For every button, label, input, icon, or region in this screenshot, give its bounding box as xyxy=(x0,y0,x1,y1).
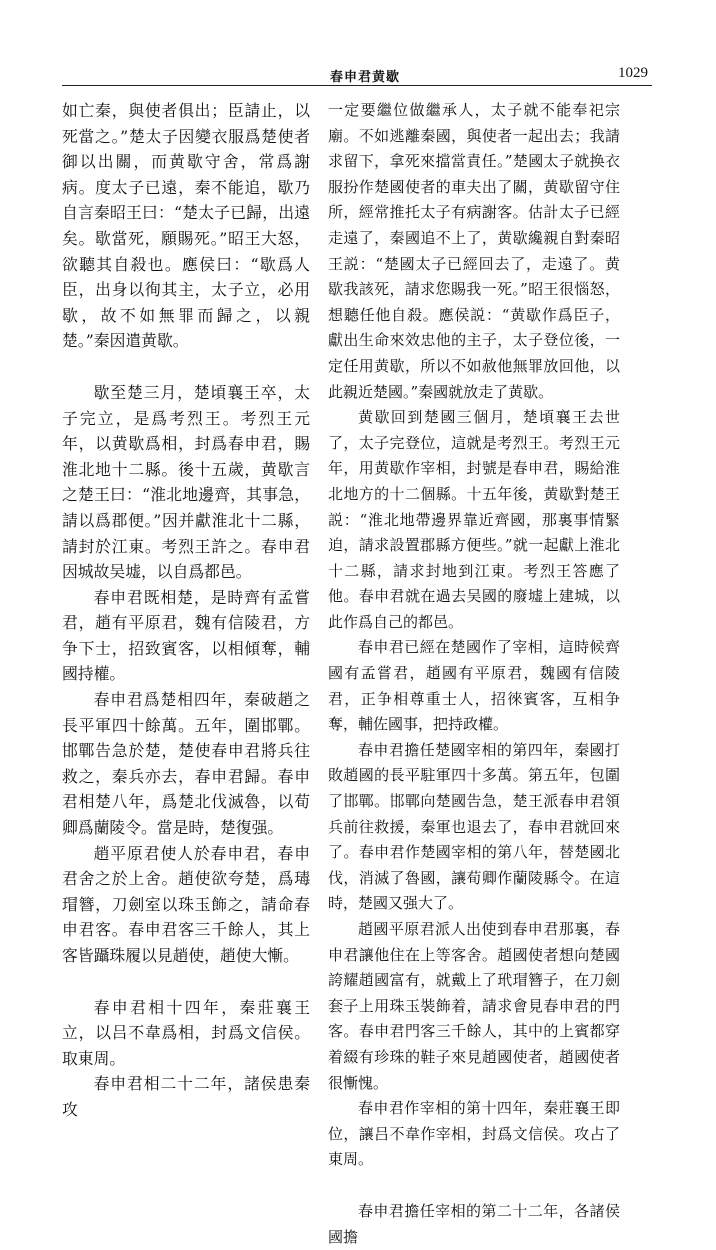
translation-paragraph-6: 春申君作宰相的第十四年，秦莊襄王即位，讓吕不韋作宰相，封爲文信侯。攻占了東周。 xyxy=(328,1099,620,1169)
running-title: 春申君黄歇 xyxy=(330,70,401,85)
page-header xyxy=(62,52,652,86)
translation-paragraph-1: 一定要繼位做繼承人，太子就不能奉祀宗廟。不如逃離秦國，與使者一起出去；我請求留下，拿死來擋當責任。”楚國太子就换衣服扮作楚國使者的車夫出了關，黄歇留守住所，經常推托太子有病謝客。估計太子已經走遠了，秦國追不上了，黄歇纔親自對秦昭王説：“楚國太子已經回去了，走遠了。黄歇我該死，請求您賜我一死。”昭王很惱怒，想聽任他自殺。應侯説：“黄歇作爲臣子，獻出生命來效忠他的主子，太子登位後，一定任用黄歇，所以不如赦他無罪放回他，以此親近楚國。”秦國就放走了黄歇。 xyxy=(328,101,620,401)
classical-paragraph-3: 春申君既相楚，是時齊有孟嘗君，趙有平原君，魏有信陵君，方争下士，招致賓客，以相傾奪，輔國持權。 xyxy=(62,587,310,684)
translation-paragraph-2: 黄歇回到楚國三個月，楚頃襄王去世了，太子完登位，這就是考烈王。考烈王元年，用黄歇作宰相，封號是春申君，賜給淮北地方的十二個縣。十五年後，黄歇對楚王説：“淮北地帶邊界靠近齊國，那裏事情緊迫，請求設置郡縣方便些。”就一起獻上淮北十二縣，請求封地到江東。考烈王答應了他。春申君就在過去吴國的廢墟上建城，以此作爲自己的都邑。 xyxy=(328,408,620,631)
classical-paragraph-2: 歇至楚三月，楚頃襄王卒，太子完立，是爲考烈王。考烈王元年，以黄歇爲相，封爲春申君，賜淮北地十二縣。後十五歲，黄歇言之楚王曰：“淮北地邊齊，其事急，請以爲郡便。”因并獻淮北十二縣，請封於江東。考烈王許之。春申君因城故吴墟，以自爲都邑。 xyxy=(62,382,310,582)
paragraph-gap xyxy=(62,969,310,995)
header-rule xyxy=(62,85,652,86)
translation-text-column xyxy=(328,98,620,1250)
paragraph-gap xyxy=(328,1173,620,1199)
translation-paragraph-7: 春申君擔任宰相的第二十二年，各諸侯國擔 xyxy=(328,1201,620,1246)
classical-paragraph-1: 如亡秦，與使者俱出；臣請止，以死當之。”楚太子因變衣服爲楚使者御以出關，而黄歇守舍，常爲謝病。度太子已遠，秦不能追，歇乃自言秦昭王曰：“楚太子已歸，出遠矣。歇當死，願賜死。”昭王大怒，欲聽其自殺也。應侯曰：“歇爲人臣，出身以徇其主，太子立，必用歇，故不如無罪而歸之，以親楚。”秦因遣黄歇。 xyxy=(62,101,310,351)
classical-paragraph-6: 春申君相十四年，秦莊襄王立，以吕不韋爲相，封爲文信侯。取東周。 xyxy=(62,997,310,1068)
translation-paragraph-4: 春申君擔任楚國宰相的第四年，秦國打敗趙國的長平駐軍四十多萬。第五年，包圍了邯鄲。邯鄲向楚國告急，楚王派春申君領兵前往救援，秦軍也退去了，春申君就回來了。春申君作楚國宰相的第八年，替楚國北伐，消滅了魯國，讓荀卿作蘭陵縣令。在這時，楚國又强大了。 xyxy=(328,740,620,913)
page-number: 1029 xyxy=(618,65,648,81)
translation-paragraph-3: 春申君已經在楚國作了宰相，這時候齊國有孟嘗君，趙國有平原君，魏國有信陵君，正争相尊重士人，招徠賓客，互相争奪，輔佐國事，把持政權。 xyxy=(328,638,620,734)
classical-paragraph-7: 春申君相二十二年，諸侯患秦攻 xyxy=(62,1074,310,1119)
translation-paragraph-5: 趙國平原君派人出使到春申君那裏，春申君讓他住在上等客舍。趙國使者想向楚國誇耀趙國富有，就戴上了玳瑁簪子，在刀劍套子上用珠玉裝飾着，請求會見春申君的門客。春申君門客三千餘人，其中的上賓都穿着綴有珍珠的鞋子來見趙國使者，趙國使者很慚愧。 xyxy=(328,920,620,1092)
classical-paragraph-4: 春申君爲楚相四年，秦破趙之長平軍四十餘萬。五年，圍邯鄲。邯鄲告急於楚，楚使春申君將兵往救之，秦兵亦去，春申君歸。春申君相楚八年，爲楚北伐滅魯，以荀卿爲蘭陵令。當是時，楚復强。 xyxy=(62,690,310,838)
classical-text-column xyxy=(62,98,310,1123)
classical-paragraph-5: 趙平原君使人於春申君，春申君舍之於上舍。趙使欲夸楚，爲瑇瑁簪，刀劍室以珠玉飾之，請命春申君客。春申君客三千餘人，其上客皆躡珠履以見趙使，趙使大慚。 xyxy=(62,843,310,965)
paragraph-gap xyxy=(62,354,310,380)
